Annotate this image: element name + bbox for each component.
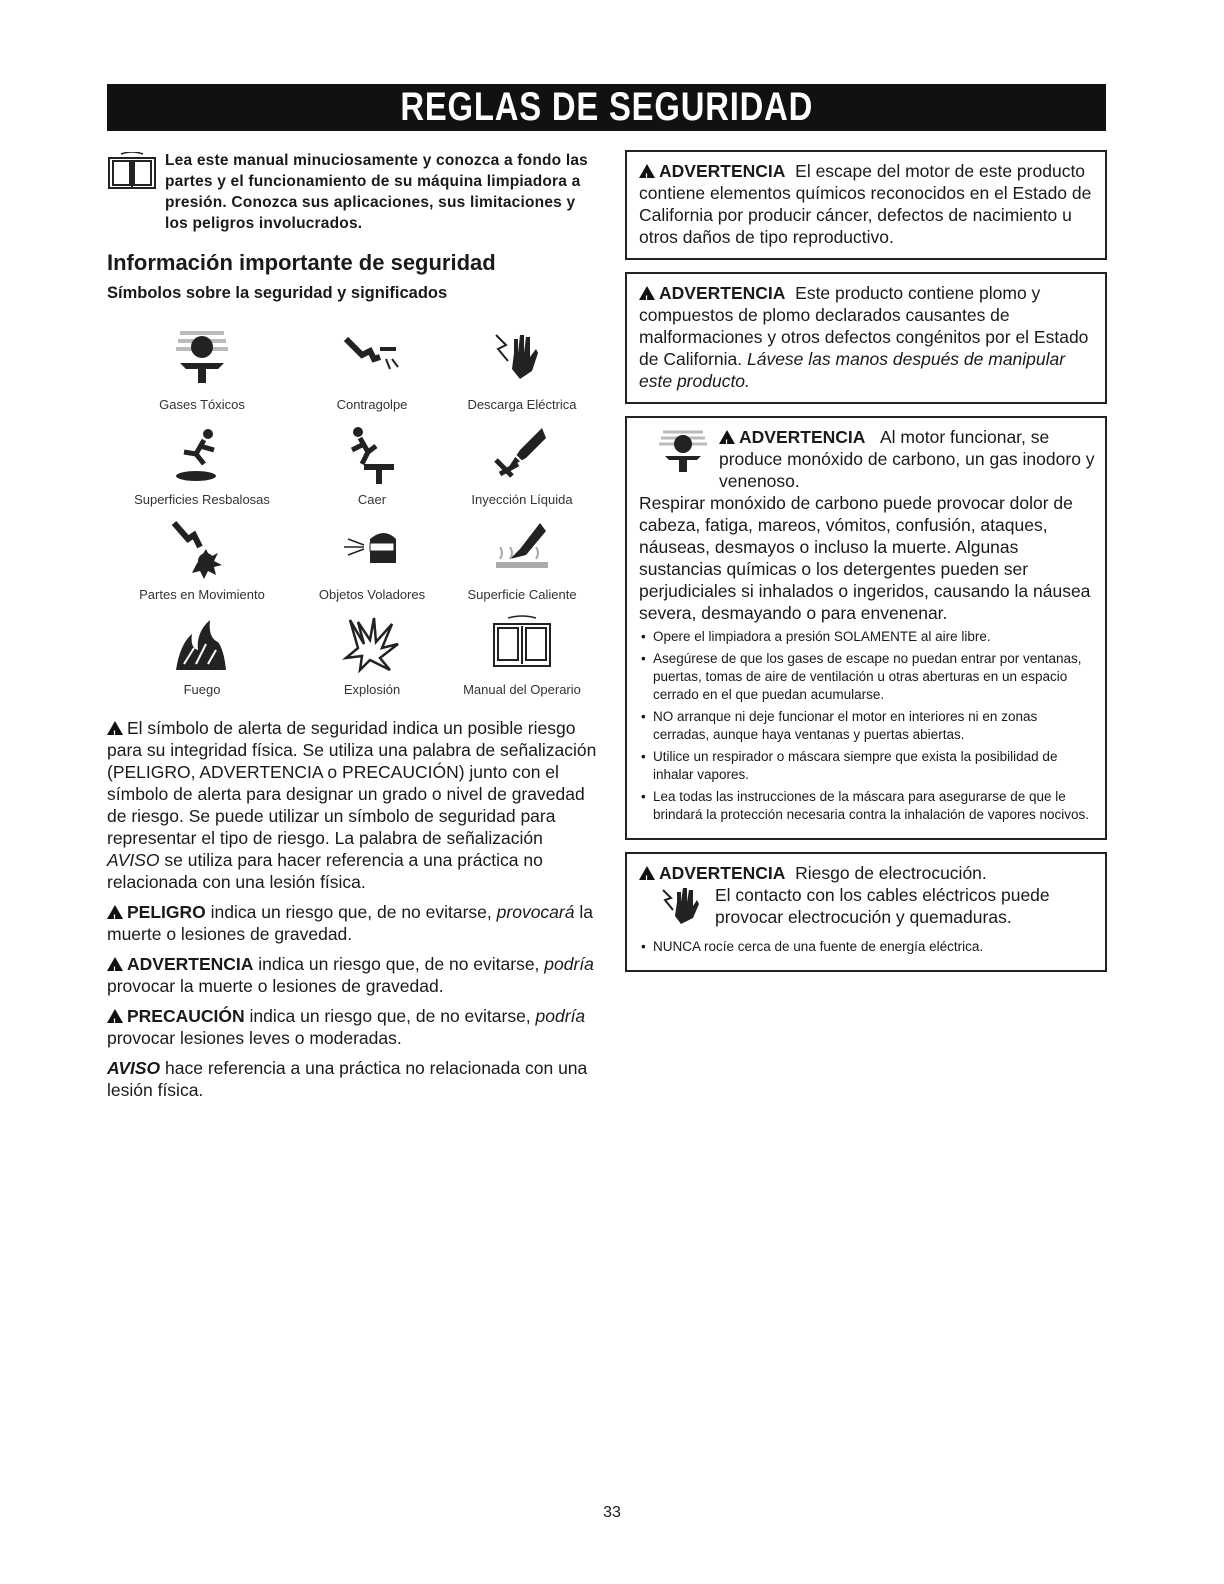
- alert-triangle-icon: [107, 1009, 123, 1023]
- toxic-gas-icon: [657, 426, 709, 474]
- hot-surface-icon: [490, 519, 554, 581]
- symbol-grid: [107, 329, 597, 697]
- alert-triangle-icon: [107, 905, 123, 919]
- warning-box-lead: !ADVERTENCIA Este producto contiene plomo y compuestos de plomo declarados causantes de malformaciones y otros defectos congénitos por el Estado de California. Lávese las manos después de manipular este producto.: [625, 272, 1107, 404]
- symbol-label: Explosión: [343, 682, 401, 697]
- symbol-label: Caer: [357, 492, 387, 507]
- bullet-item: • Lea todas las instrucciones de la máscara para asegurarse de que le brindará la protección necesaria contra la inhalación de vapores nocivos.: [639, 788, 1095, 824]
- intro-notice: [107, 150, 597, 234]
- fall-icon: [340, 424, 404, 486]
- warning-box-carbon-monoxide: !ADVERTENCIA Al motor funcionar, se produce monóxido de carbono, un gas inodoro y venenoso. Respirar monóxido de carbono puede provocar dolor de cabeza, fatiga, mareos, vómitos, confusión, ataques, náuseas, desmayos o incluso la muerte. Algunas sustancias químicas o los detergentes pueden ser perjudiciales si inhalados o ingeridos, causando la náusea severa, desmayando o para envenenar. • Opere el limpiadora a presión SOLAMENTE al aire libre. • Asegúrese de que los gases de escape no puedan entrar por ventanas, puertas, tomas de aire de ventilación u otras aberturas en un espacio cerrado en el que puedan acumularse. • NO arranque ni deje funcionar el motor en interiores ni en zonas cerradas, aunque haya ventanas y puertas abiertas. • Utilice un respirador o máscara siempre que exista la posibilidad de inhalar vapores. • Lea todas las instrucciones de la máscara para asegurarse de que le brindará la protección necesaria contra la inhalación de vapores nocivos.: [625, 416, 1107, 840]
- advertencia-paragraph: !ADVERTENCIA indica un riesgo que, de no evitarse, podría provocar la muerte o lesiones de gravedad.: [107, 953, 597, 997]
- symbol-item: [297, 424, 447, 507]
- symbol-item: [297, 329, 447, 412]
- page-banner: REGLAS DE SEGURIDAD: [107, 84, 1106, 131]
- bullet-item: • Utilice un respirador o máscara siempre que exista la posibilidad de inhalar vapores.: [639, 748, 1095, 784]
- section-heading: Información importante de seguridad: [107, 250, 496, 275]
- symbol-label: Objetos Voladores: [318, 587, 426, 602]
- bullet-item: • Asegúrese de que los gases de escape no puedan entrar por ventanas, puertas, tomas de aire de ventilación u otras aberturas en un espacio cerrado en el que puedan acumularse.: [639, 650, 1095, 704]
- page-number: 33: [603, 1504, 621, 1521]
- electrocution-bullets: [639, 932, 1095, 956]
- left-column: [107, 150, 597, 1109]
- symbol-item: [447, 519, 597, 602]
- symbol-item: [107, 519, 297, 602]
- bullet-item: • NUNCA rocíe cerca de una fuente de energía eléctrica.: [639, 938, 1095, 956]
- peligro-paragraph: !PELIGRO indica un riesgo que, de no evitarse, provocará la muerte o lesiones de gravedad.: [107, 901, 597, 945]
- alert-triangle-icon: [107, 957, 123, 971]
- symbol-item: [447, 329, 597, 412]
- symbol-label: Superficies Resbalosas: [134, 492, 270, 507]
- alert-triangle-icon: [719, 430, 735, 444]
- toxic-gas-icon: [170, 329, 234, 391]
- alert-explanation: [107, 717, 597, 1101]
- symbol-label: Descarga Eléctrica: [467, 397, 577, 412]
- precaucion-paragraph: !PRECAUCIÓN indica un riesgo que, de no evitarse, podría provocar lesiones leves o moderadas.: [107, 1005, 597, 1049]
- symbol-label: Gases Tóxicos: [159, 397, 245, 412]
- symbol-label: Fuego: [183, 682, 221, 697]
- symbol-item: [297, 519, 447, 602]
- symbol-item: [107, 329, 297, 412]
- operator-manual-icon: [490, 614, 554, 676]
- symbol-label: Superficie Caliente: [467, 587, 577, 602]
- right-column: [625, 150, 1107, 984]
- fire-icon: [170, 614, 234, 676]
- section-subheading: Símbolos sobre la seguridad y significados: [107, 284, 448, 302]
- explosion-icon: [340, 614, 404, 676]
- warning-box-electrocution: !ADVERTENCIA Riesgo de electrocución. El contacto con los cables eléctricos puede provocar electrocución y quemaduras. • NUNCA rocíe cerca de una fuente de energía eléctrica.: [625, 852, 1107, 972]
- bullet-item: • NO arranque ni deje funcionar el motor en interiores ni en zonas cerradas, aunque haya ventanas y puertas abiertas.: [639, 708, 1095, 744]
- symbol-item: [447, 424, 597, 507]
- symbol-item: [107, 614, 297, 697]
- kickback-icon: [340, 329, 404, 391]
- warning-box-cancer: !ADVERTENCIA El escape del motor de este producto contiene elementos químicos reconocidos en el Estado de California por producir cáncer, defectos de nacimiento u otros daños de tipo reproductivo.: [625, 150, 1107, 260]
- flying-objects-icon: [340, 519, 404, 581]
- electric-shock-icon: [490, 329, 554, 391]
- manual-book-icon: [107, 152, 157, 192]
- liquid-injection-icon: [490, 424, 554, 486]
- symbol-item: [447, 614, 597, 697]
- carbon-monoxide-bullets: [639, 628, 1095, 824]
- symbol-label: Manual del Operario: [463, 682, 581, 697]
- symbol-item: [297, 614, 447, 697]
- symbol-label: Inyección Líquida: [471, 492, 573, 507]
- symbol-item: [107, 424, 297, 507]
- slippery-surface-icon: [170, 424, 234, 486]
- alert-triangle-icon: [639, 286, 655, 300]
- electric-shock-icon: [657, 884, 705, 928]
- alert-triangle-icon: [639, 866, 655, 880]
- symbol-label: Partes en Movimiento: [139, 587, 265, 602]
- bullet-item: • Opere el limpiadora a presión SOLAMENTE al aire libre.: [639, 628, 1095, 646]
- aviso-paragraph: AVISO hace referencia a una práctica no relacionada con una lesión física.: [107, 1058, 588, 1100]
- intro-text: Lea este manual minuciosamente y conozca a fondo las partes y el funcionamiento de su máquina limpiadora a presión. Conozca sus aplicaciones, sus limitaciones y los peligros involucrados.: [165, 152, 588, 232]
- alert-paragraph: !El símbolo de alerta de seguridad indica un posible riesgo para su integridad física. Se utiliza una palabra de señalización (PELIGRO, ADVERTENCIA o PRECAUCIÓN) junto con el símbolo de alerta para designar un grado o nivel de gravedad de riesgo. Se puede utilizar un símbolo de seguridad para representar el tipo de riesgo. La palabra de señalización AVISO se utiliza para hacer referencia a una práctica no relacionada con una lesión física.: [107, 717, 597, 893]
- moving-parts-icon: [170, 519, 234, 581]
- symbol-label: Contragolpe: [336, 397, 408, 412]
- alert-triangle-icon: [107, 721, 123, 735]
- alert-triangle-icon: [639, 164, 655, 178]
